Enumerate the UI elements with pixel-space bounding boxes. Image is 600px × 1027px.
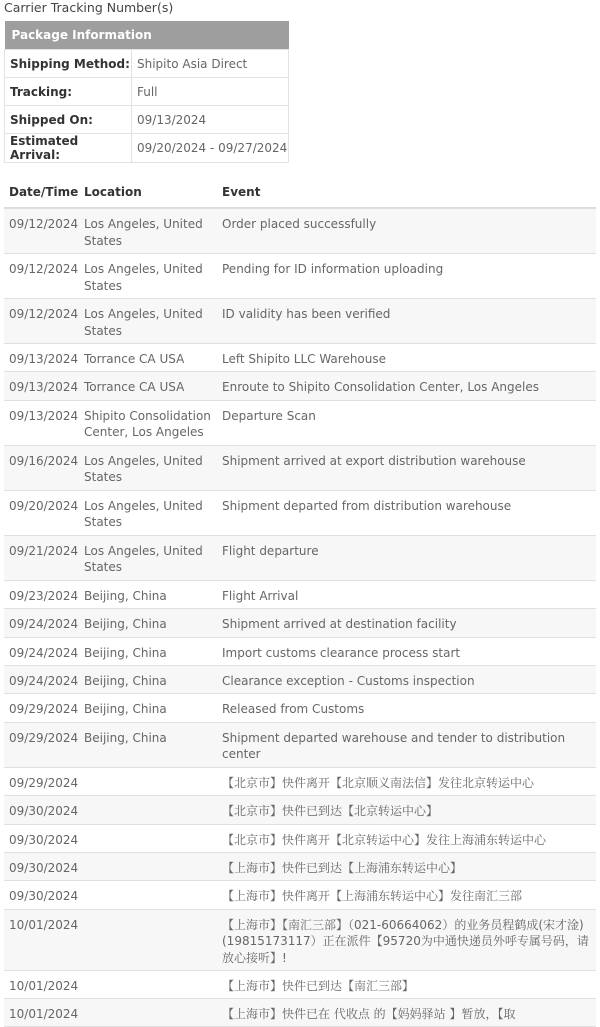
table-row (4, 581, 596, 609)
table-row (4, 796, 596, 824)
event-description: Order placed successfully (222, 217, 377, 231)
event-description: Shipment arrived at destination facility (222, 617, 457, 632)
event-date: 09/12/2024 (9, 217, 79, 231)
event-description: 【上海市】快件已到达【上海浦东转运中心】 (222, 860, 463, 875)
event-location: Beijing, China (84, 702, 167, 717)
event-date: 09/23/2024 (9, 588, 79, 603)
table-row (4, 666, 596, 694)
shipping-method-value: Shipito Asia Direct (132, 50, 289, 78)
table-row (4, 768, 596, 796)
event-date: 09/29/2024 (9, 730, 79, 745)
event-description: Clearance exception - Customs inspection (222, 673, 475, 688)
event-description: 【上海市】快件已到达【南汇三部】 (222, 978, 415, 993)
event-description: Left Shipito LLC Warehouse (222, 352, 387, 366)
tracking-value: Full (132, 78, 289, 106)
event-location: Beijing, China (84, 645, 167, 660)
event-location: Torrance CA USA (84, 352, 185, 366)
event-location: Beijing, China (84, 617, 167, 632)
table-row (4, 723, 596, 768)
event-location: Beijing, China (84, 673, 167, 688)
table-row (4, 372, 596, 400)
table-row (5, 106, 289, 134)
event-date: 09/20/2024 (9, 498, 79, 513)
event-description: 【北京市】快件已到达【北京转运中心】 (222, 804, 439, 819)
table-row (4, 609, 596, 637)
event-description: 【北京市】快件离开【北京转运中心】发往上海浦东转运中心 (222, 832, 547, 847)
event-date: 09/12/2024 (9, 307, 79, 321)
table-row (5, 78, 289, 106)
table-row (4, 491, 596, 536)
table-row (4, 910, 596, 971)
event-location (84, 825, 222, 852)
table-row (4, 536, 596, 581)
event-date: 09/21/2024 (9, 543, 79, 558)
event-location: Shipito Consolidation Center, Los Angeles (84, 408, 211, 440)
shipped-on-value: 09/13/2024 (132, 106, 289, 134)
event-description: Released from Customs (222, 702, 365, 717)
event-date: 09/24/2024 (9, 617, 79, 632)
event-location (84, 971, 222, 998)
event-location: Los Angeles, United States (84, 307, 203, 338)
event-description: Shipment departed from distribution warehouse (222, 498, 512, 513)
date-time-header: Date/Time (9, 184, 79, 199)
table-row (4, 401, 596, 446)
event-location (84, 881, 222, 908)
event-location: Beijing, China (84, 730, 167, 745)
table-row (4, 209, 596, 254)
event-location (84, 796, 222, 823)
table-row (4, 825, 596, 853)
event-date: 09/12/2024 (9, 262, 79, 276)
event-description: Shipment departed warehouse and tender to distribution center (222, 730, 566, 762)
event-date: 09/29/2024 (9, 775, 79, 790)
event-date: 09/30/2024 (9, 832, 79, 847)
carrier-tracking-label: Carrier Tracking Number(s) (4, 0, 174, 15)
event-description: Enroute to Shipito Consolidation Center, Los Angeles (222, 380, 539, 395)
table-row (4, 446, 596, 491)
event-description: Pending for ID information uploading (222, 262, 444, 276)
event-description: Departure Scan (222, 408, 316, 423)
table-row (4, 344, 596, 372)
event-date: 09/13/2024 (9, 352, 79, 366)
event-description: 【上海市】快件离开【上海浦东转运中心】发往南汇三部 (222, 889, 523, 904)
estimated-arrival-value: 09/20/2024 - 09/27/2024 (132, 134, 289, 163)
event-description: Flight departure (222, 543, 319, 558)
event-date: 10/01/2024 (9, 978, 79, 993)
table-row (4, 971, 596, 999)
event-location: Los Angeles, United States (84, 498, 203, 530)
event-header: Event (222, 184, 261, 199)
table-row (4, 853, 596, 881)
event-description: Flight Arrival (222, 588, 299, 603)
event-description: Shipment arrived at export distribution warehouse (222, 453, 526, 468)
event-location: Los Angeles, United States (84, 262, 203, 293)
table-row (4, 254, 596, 299)
table-row (4, 881, 596, 909)
event-location (84, 999, 222, 1026)
event-date: 09/16/2024 (9, 453, 79, 468)
event-date: 09/13/2024 (9, 380, 79, 395)
event-date: 09/24/2024 (9, 645, 79, 660)
table-row (4, 299, 596, 344)
table-row (5, 50, 289, 78)
location-header: Location (84, 184, 142, 199)
tracking-events-table (4, 176, 596, 1027)
event-location (84, 768, 222, 795)
event-date: 09/30/2024 (9, 889, 79, 904)
event-date: 09/24/2024 (9, 673, 79, 688)
event-location: Los Angeles, United States (84, 453, 203, 485)
event-description: 【上海市】【南汇三部】（021-60664062）的业务员程鹤成(宋才淦)(19815173117）正在派件【95720为中通快递员外呼专属号码，请放心接听】! (222, 917, 589, 965)
event-location: Beijing, China (84, 588, 167, 603)
event-description: ID validity has been verified (222, 307, 391, 321)
event-location (84, 853, 222, 880)
event-date: 10/01/2024 (9, 917, 79, 932)
event-date: 10/01/2024 (9, 1007, 79, 1022)
package-information-title: Package Information (5, 21, 289, 50)
event-location: Los Angeles, United States (84, 543, 203, 575)
estimated-arrival-label: Estimated Arrival: (5, 134, 132, 163)
event-date: 09/30/2024 (9, 860, 79, 875)
event-date: 09/13/2024 (9, 408, 79, 423)
table-row (5, 134, 289, 163)
event-location: Los Angeles, United States (84, 217, 203, 248)
event-date: 09/30/2024 (9, 804, 79, 819)
event-description: 【上海市】快件已在 代收点 的【妈妈驿站 】暂放，【取 (222, 1007, 516, 1022)
shipping-method-label: Shipping Method: (5, 50, 132, 78)
event-location: Torrance CA USA (84, 380, 185, 395)
event-date: 09/29/2024 (9, 702, 79, 717)
shipped-on-label: Shipped On: (5, 106, 132, 134)
table-row (4, 694, 596, 722)
tracking-label: Tracking: (5, 78, 132, 106)
table-row (4, 638, 596, 666)
events-header-row (4, 176, 596, 209)
table-row (4, 999, 596, 1027)
event-description: 【北京市】快件离开【北京顺义南法信】发往北京转运中心 (222, 775, 535, 790)
event-location (84, 910, 222, 970)
event-description: Import customs clearance process start (222, 645, 461, 660)
package-information-table (4, 21, 289, 163)
